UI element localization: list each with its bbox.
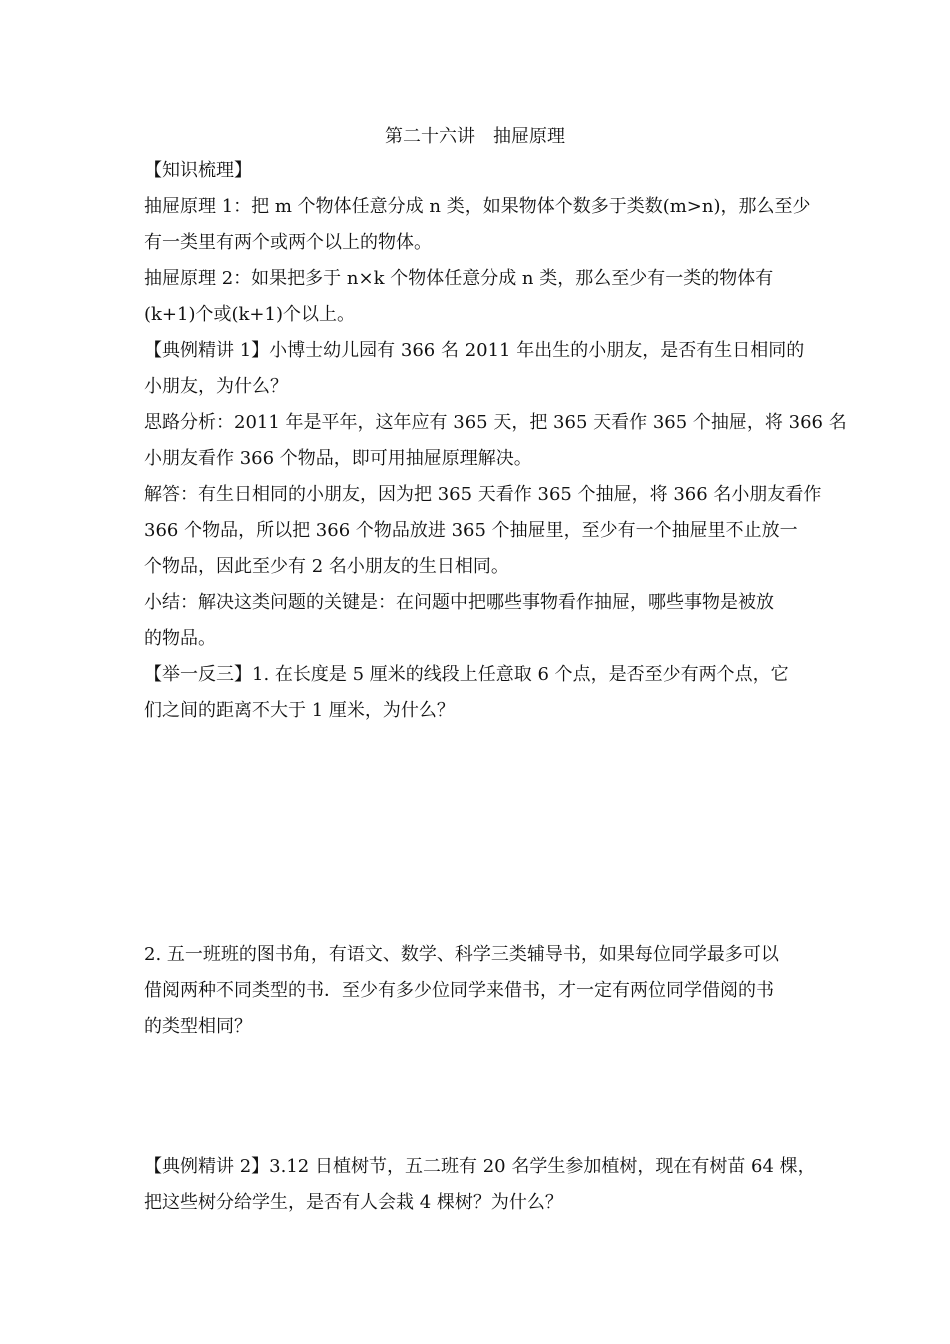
example-1-line-1: 【典例精讲 1】小博士幼儿园有 366 名 2011 年出生的小朋友，是否有生日相同的 — [144, 340, 805, 361]
principle-1-line-1: 抽屉原理 1：把 m 个物体任意分成 n 类，如果物体个数多于类数(m>n)，那么至少 — [144, 196, 811, 217]
principle-2-line-2: (k+1)个或(k+1)个以上。 — [144, 304, 355, 325]
example-1-line-2: 小朋友，为什么？ — [144, 376, 288, 397]
principle-1-line-2: 有一类里有两个或两个以上的物体。 — [144, 232, 432, 253]
analysis-line-1: 思路分析：2011 年是平年，这年应有 365 天，把 365 天看作 365 个抽屉，将 366 名 — [144, 412, 847, 433]
section-heading-knowledge: 【知识梳理】 — [144, 160, 252, 181]
summary-line-1: 小结：解决这类问题的关键是：在问题中把哪些事物看作抽屉，哪些事物是被放 — [144, 592, 774, 613]
lecture-title: 第二十六讲 抽屉原理 — [385, 126, 565, 147]
practice-1-line-2: 们之间的距离不大于 1 厘米，为什么？ — [144, 700, 455, 721]
practice-2-line-3: 的类型相同？ — [144, 1016, 252, 1037]
practice-2-line-2: 借阅两种不同类型的书．至少有多少位同学来借书，才一定有两位同学借阅的书 — [144, 980, 774, 1001]
answer-line-2: 366 个物品，所以把 366 个物品放进 365 个抽屉里，至少有一个抽屉里不止放一 — [144, 520, 798, 541]
practice-1-line-1: 【举一反三】1. 在长度是 5 厘米的线段上任意取 6 个点，是否至少有两个点，它 — [144, 664, 789, 685]
answer-line-1: 解答：有生日相同的小朋友，因为把 365 天看作 365 个抽屉，将 366 名小朋友看作 — [144, 484, 822, 505]
analysis-line-2: 小朋友看作 366 个物品，即可用抽屉原理解决。 — [144, 448, 532, 469]
answer-line-3: 个物品，因此至少有 2 名小朋友的生日相同。 — [144, 556, 509, 577]
example-2-line-2: 把这些树分给学生，是否有人会栽 4 棵树？为什么？ — [144, 1192, 563, 1213]
summary-line-2: 的物品。 — [144, 628, 216, 649]
practice-2-line-1: 2. 五一班班的图书角，有语文、数学、科学三类辅导书，如果每位同学最多可以 — [144, 944, 779, 965]
example-2-line-1: 【典例精讲 2】3.12 日植树节，五二班有 20 名学生参加植树，现在有树苗 64 棵， — [144, 1156, 816, 1177]
principle-2-line-1: 抽屉原理 2：如果把多于 n×k 个物体任意分成 n 类，那么至少有一类的物体有 — [144, 268, 774, 289]
